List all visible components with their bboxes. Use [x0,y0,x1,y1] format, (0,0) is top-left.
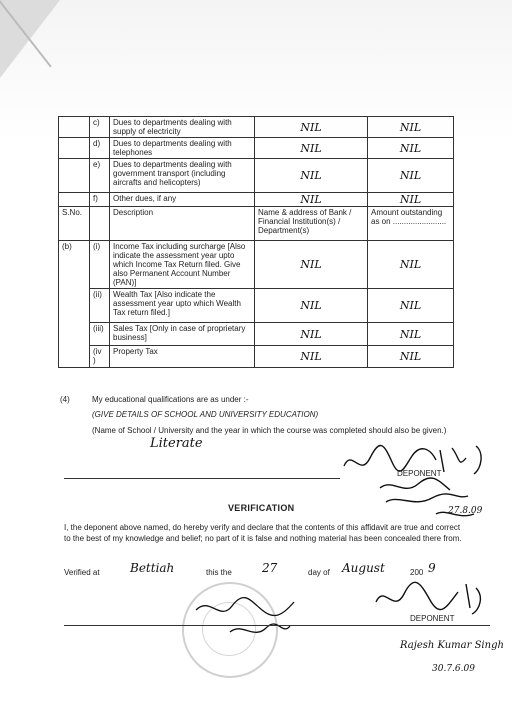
table-row [59,117,454,138]
verifier-signature [190,592,300,648]
handwritten-nil: NIL [368,323,454,346]
handwritten-nil: NIL [255,241,368,289]
table-row [59,289,454,323]
cell-blank [90,207,110,241]
cell-blank [59,159,90,193]
handwritten-month: August [342,561,385,575]
deponent-label-2: DEPONENT [410,614,455,623]
this-the-label: this the [206,568,232,577]
row-description: Property Tax [110,346,255,368]
handwritten-nil: NIL [255,159,368,193]
row-label: c) [90,117,110,138]
handwritten-nil: NIL [255,193,368,207]
year-label: 200 [410,568,424,577]
header-sno: S.No. [59,207,90,241]
row-label: (ii) [90,289,110,323]
handwritten-nil: NIL [255,138,368,159]
handwritten-nil: NIL [255,117,368,138]
table-row [59,138,454,159]
handwritten-education-answer: Literate [150,436,203,451]
table-row [59,193,454,207]
header-amount: Amount outstanding as on ........................ [368,207,454,241]
handwritten-nil: NIL [255,323,368,346]
handwritten-name: Rajesh Kumar Singh [400,640,504,651]
row-description: Dues to departments dealing with telephones [110,138,255,159]
row-label: (i) [90,241,110,289]
handwritten-place: Bettiah [130,561,175,575]
verification-title: VERIFICATION [228,503,295,513]
deponent-signature-line [64,478,340,479]
table-row [59,323,454,346]
handwritten-date: 30.7.6.09 [432,664,475,674]
table-row [59,346,454,368]
row-label: e) [90,159,110,193]
handwritten-nil: NIL [368,289,454,323]
section-label: (b) [59,241,90,368]
cell-blank [59,138,90,159]
day-of-label: day of [308,568,330,577]
row-label: f) [90,193,110,207]
header-description: Description [110,207,255,241]
section-number: (4) [60,395,70,404]
handwritten-year: 9 [428,561,436,575]
table-row [59,159,454,193]
row-label: d) [90,138,110,159]
education-intro: My educational qualifications are as under :- [92,395,249,404]
handwritten-nil: NIL [368,138,454,159]
cell-blank [59,117,90,138]
handwritten-nil: NIL [368,117,454,138]
row-description: Sales Tax [Only in case of proprietary business] [110,323,255,346]
education-instruction: (GIVE DETAILS OF SCHOOL AND UNIVERSITY EDUCATION) [92,410,319,419]
verified-at-label: Verified at [64,568,100,577]
handwritten-nil: NIL [368,346,454,368]
cell-blank [59,193,90,207]
handwritten-nil: NIL [255,346,368,368]
handwritten-date-top: 27.8.09 [448,506,483,516]
row-label: (iii) [90,323,110,346]
dues-table [58,116,454,368]
table-header-row [59,207,454,241]
row-description: Dues to departments dealing with supply of electricity [110,117,255,138]
header-bank: Name & address of Bank / Financial Institution(s) / Department(s) [255,207,368,241]
handwritten-day: 27 [262,561,278,575]
handwritten-nil: NIL [368,241,454,289]
verification-text: I, the deponent above named, do hereby verify and declare that the contents of this affidavit are true and correct to the best of my knowledge and belief; no part of it is false and nothing material has been concealed there from. [64,523,462,543]
deponent-label: DEPONENT [397,469,442,478]
row-description: Dues to departments dealing with government transport (including aircrafts and helicopters) [110,159,255,193]
handwritten-nil: NIL [368,193,454,207]
education-note: (Name of School / University and the year in which the course was completed should also be given.) [92,426,447,435]
row-description: Other dues, if any [110,193,255,207]
table-row [59,241,454,289]
row-label: (iv ) [90,346,110,368]
handwritten-nil: NIL [368,159,454,193]
handwritten-nil: NIL [255,289,368,323]
row-description: Income Tax including surcharge [Also indicate the assessment year upto which Income Tax Return filed. Give also Permanent Account Number (PAN)] [110,241,255,289]
row-description: Wealth Tax [Also indicate the assessment year upto which Wealth Tax return filed.] [110,289,255,323]
